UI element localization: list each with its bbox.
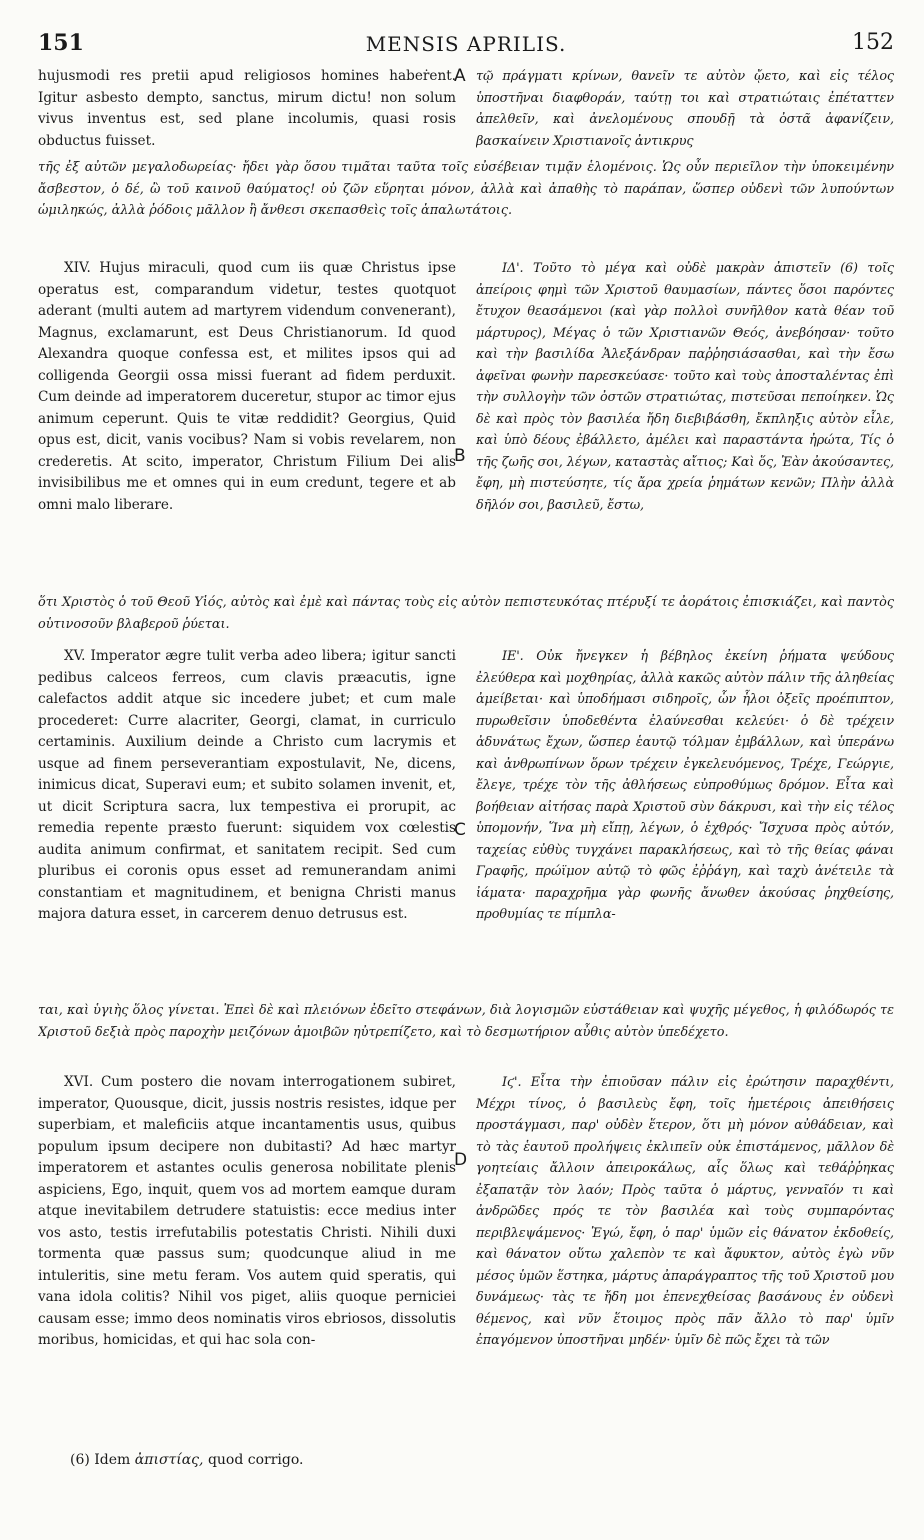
greek-paragraph: ΙΕ'. Οὐκ ἤνεγκεν ἡ βέβηλος ἐκείνη ῥήματα ψεύδους ἐλεύθερα καὶ μοχθηρίας, ἀλλὰ κακῶς αὐτὸν πάλιν τῆς ἀληθείας ἀμείβεται· καὶ ὑποδήμασι σιδηροῖς, ὧν ἧλοι ὀξεῖς προέπιπτον, πυρωθεῖσιν ὑποδεθέντα ἐλαύνεσθαι κελεύει· ὁ δὲ τρέχειν ἀδυνάτως ἔχων, ὥσπερ ἑαυτῷ τόλμαν ἐμβάλλων, καὶ ὑπεράνω καὶ ἀνθρωπίνων ὅρων τρέχειν ἐγκελευόμενος, Τρέχε, Γεώργιε, ἔλεγε, τρέχε τὸν τῆς ἀθλήσεως εὐπροθύμως δρόμον. Εἶτα καὶ βοήθειαν αἰτήσας παρὰ Χριστοῦ σὺν δάκρυσι, καὶ τὴν εἰς τέλος ὑπομονήν, Ἵνα μὴ εἴπῃ, λέγων, ὁ ἐχθρός· Ἴσχυσα πρὸς αὐτόν, ταχείας εὐθὺς τυγχάνει παρακλήσεως, καὶ τὸ τῆς θείας φάναι Γραφῆς, πρώϊμον αὐτῷ τὸ φῶς ἐῤῥάγη, καὶ ταχὺ ἀνέτειλε τὰ ἰάματα· παραχρῆμα γὰρ φωνῆς ἄνωθεν ἀκούσας ῥηχθείσης, προθυμίας τε πίμπλα- [476, 649, 894, 922]
footnote-label: (6) Idem [70, 1452, 131, 1468]
greek-text-a [476, 66, 894, 154]
greek-paragraph: τῆς ἐξ αὐτῶν μεγαλοδωρείας· ἤδει γὰρ ὅσου τιμᾶται ταῦτα τοῖς εὐσέβειαν τιμᾷν ἑλομένοις. Ὡς οὖν περιεῖλον τὴν ὑποκειμένην ἄσβεστον, ὁ δέ, ὢ τοῦ καινοῦ θαύματος! οὐ ζῶν εὕρηται μόνον, ἀλλὰ καὶ ἀπαθὴς τὸ παράπαν, ὥσπερ οὐδενὶ τῶν λυπούντων ὡμιληκώς, ἀλλὰ ῥόδοις μᾶλλον ἢ ἄνθεσι σκεπασθεὶς τοῖς ἁπαλωτάτοις. [38, 160, 894, 218]
latin-text-c [38, 646, 456, 994]
latin-paragraph: hujusmodi res pretii apud religiosos homines habeṙent. Igitur asbesto dempto, sanctus, mirum dictu! non solum vivus inventus est, sed plane incolumis, quasi rosis obductus fuisset. [38, 68, 456, 149]
footnote-greek-word: ἀπιστίας, [134, 1452, 204, 1468]
running-title: MENSIS APRILIS. [365, 32, 567, 56]
section-marker-c: C [454, 820, 466, 840]
greek-paragraph: τῷ πράγματι κρίνων, θανεῖν τε αὐτὸν ᾤετο, καὶ εἰς τέλος ὑποστῆναι διαφθοράν, ταύτῃ τοι καὶ στρατιώταις ἐπέταττεν ἀπελθεῖν, καὶ ἀνελομένους σπουδῇ τὰ ὀστᾶ ἀφανίζειν, βασκαίνειν Χριστιανοῖς ἀντικρυς [476, 69, 894, 149]
latin-text-d [38, 1072, 456, 1440]
page-number-left: 151 [38, 30, 84, 56]
latin-text-a [38, 66, 456, 154]
section-marker-a: A [454, 66, 466, 86]
page-number-right: 152 [852, 30, 894, 55]
footnote [70, 1452, 303, 1468]
latin-paragraph: XIV. Hujus miraculi, quod cum iis quæ Christus ipse operatus est, comparandum videtur, testes quotquot aderant (multi autem ad martyrem videndum convenerant), Magnus, exclamarunt, est Deus Christianorum. Id quod Alexandra quoque confessa est, et milites ipsos qui ad colligenda Georgii ossa missi fuerant ad fidem perduxit. Cum deinde ad imperatorem duceretur, stupor ac timor ejus animum ceperunt. Quis te vitæ reddidit? Georgius, Quid opus est, dicit, vanis vocibus? Nam si vobis revelarem, non crederetis. At scito, imperator, Christum Filium Dei alis invisibilibus me et omnes qui in eum credunt, tegere et ab omni malo liberare. [38, 260, 456, 513]
page-header [38, 30, 894, 62]
latin-paragraph: XV. Imperator ægre tulit verba adeo libera; igitur sancti pedibus calceos ferreos, cum clavis præacutis, igne calefactos addit atque sic incedere jubet; et cum male procederet: Curre alacriter, Georgi, clamat, in curriculo certaminis. Auxilium deinde a Christo cum lacrymis et usque ad finem perseverantiam expostulavit, Ne, dicens, inimicus dicat, Superavi eum; et subito solamen invenit, et, ut dicit Scriptura sacra, lux tempestiva ei prorupit, ac remedia repente præsto fuerunt: siquidem vox cœlestis audita animum confirmat, et sanitatem recipit. Sed cum pluribus ei coronis opus esset ad remunerandam animi constantiam et magnitudinem, et benigna Christi manus majora datura esset, in carcerem denuo detrusus est. [38, 648, 456, 922]
greek-text-d [476, 1072, 894, 1440]
greek-spanning-text-3 [38, 1000, 894, 1066]
section-marker-d: D [454, 1150, 468, 1170]
greek-paragraph: ΙΔ'. Τοῦτο τὸ μέγα καὶ οὐδὲ μακρὰν ἀπιστεῖν (6) τοῖς ἀπείροις φημὶ τῶν Χριστοῦ θαυμασίων, πάντες ὅσοι παρόντες ἔτυχον θεασάμενοι (καὶ γὰρ πολλοὶ συνῆλθον κατὰ θέαν τοῦ μάρτυρος), Μέγας ὁ τῶν Χριστιανῶν Θεός, ἀνεβόησαν· τοῦτο καὶ τὴν βασιλίδα Ἀλεξάνδραν παῤῥησιάσασθαι, καὶ τὴν ἔσω ἀφεῖναι φωνὴν παρεσκεύασε· τοῦτο καὶ τοὺς ἀποσταλέντας ἐπὶ τὴν συλλογὴν τῶν ὀστῶν στρατιώτας, πιστεῦσαι πεποίηκεν. Ὡς δὲ καὶ πρὸς τὸν βασιλέα ἤδη διεβιβάσθη, ἔκπληξις αὐτὸν εἷλε, καὶ ὑπὸ δέους ἐβάλλετο, ἀμέλει καὶ παραστάντα ἠρώτα, Τίς ὁ τῆς ζωῆς σοι, λέγων, καταστὰς αἴτιος; Καὶ ὅς, Ἐὰν ἀκούσαντες, ἔφη, μὴ πιστεύσητε, τίς ἄρα χρεία ῥημάτων κενῶν; Πλὴν ἀλλὰ δῆλόν σοι, βασιλεῦ, ἔστω, [476, 261, 894, 513]
greek-spanning-text-2 [38, 592, 894, 636]
greek-spanning-text-1 [38, 157, 894, 245]
greek-text-c [476, 646, 894, 994]
latin-paragraph: XVI. Cum postero die novam interrogationem subiret, imperator, Quousque, dicit, jussis nostris resistes, idque per superbiam, et maleficiis atque incantamentis usus, quibus populum ipsum decipere non dubitasti? Ad hæc martyr imperatorem et astantes oculis generosa nobilitate plenis aspiciens, Ego, inquit, quem vos ad mortem eamque duram atque inevitabilem detrudere statuistis: ecce medius inter vos asto, testis irrefutabilis potestatis Christi. Nihili duxi tormenta quæ passus sum; quodcunque aliud in me intuleritis, sine metu feram. Vos autem quid speratis, qui vana idola colitis? Nihil vos piget, aliis quoque perniciei causam esse; immo deos nominatis viros ebriosos, dissolutis moribus, homicidas, et qui hac sola con- [38, 1074, 456, 1348]
greek-paragraph: Ιϛ'. Εἶτα τὴν ἐπιοῦσαν πάλιν εἰς ἐρώτησιν παραχθέντι, Μέχρι τίνος, ὁ βασιλεὺς ἔφη, τοῖς ἡμετέροις ἀπειθήσεις προστάγμασι, παρ' οὐδὲν ἕτερον, ὅτι μὴ μόνον αὐθάδειαν, καὶ τὸ τὰς ἑαυτοῦ προλήψεις ἐκλιπεῖν οὐκ ἐπιστάμενος, μᾶλλον δὲ γοητείαις ἄλλοιν ἀπειροκάλως, αἷς ὅλως καὶ τεθάῤῥηκας ἐξαπατᾷν τὸν λαόν; Πρὸς ταῦτα ὁ μάρτυς, γενναῖόν τι καὶ ἀνδρῶδες πρός τε τὸν βασιλέα καὶ τοὺς συμπαρόντας περιβλεψάμενος· Ἐγώ, ἔφη, ὁ παρ' ὑμῶν εἰς θάνατον ἐκδοθείς, καὶ θάνατον οὕτω χαλεπὸν τε καὶ ἄφυκτον, αὐτὸς ἐγὼ νῦν μέσος ὑμῶν ἕστηκα, μάρτυς ἀπαράγραπτος τῆς τοῦ Χριστοῦ μου δυνάμεως· τὰς τε ἤδη μοι ἐπενεχθείσας βασάνους ἐν οὐδενὶ θέμενος, καὶ νῦν ἕτοιμος πρὸς πᾶν ἄλλο τὸ παρ' ὑμῖν ἐπαγόμενον ὑποστῆναι μηδέν· ὑμῖν δὲ πῶς ἔχει τὰ τῶν [476, 1075, 894, 1348]
greek-paragraph: ται, καὶ ὑγιὴς ὅλος γίνεται. Ἐπεὶ δὲ καὶ πλειόνων ἐδεῖτο στεφάνων, διὰ λογισμῶν εὐστάθειαν καὶ ψυχῆς μέγεθος, ἡ φιλόδωρός τε Χριστοῦ δεξιὰ πρὸς παροχὴν μειζόνων ἀμοιβῶν ηὐτρεπίζετο, καὶ τὸ δεσμωτήριον αὖθις αὐτὸν ὑπεδέχετο. [38, 1003, 894, 1040]
greek-paragraph: ὅτι Χριστὸς ὁ τοῦ Θεοῦ Υἱός, αὐτὸς καὶ ἐμὲ καὶ πάντας τοὺς εἰς αὐτὸν πεπιστευκότας πτέρυξί τε ἀοράτοις ἐπισκιάζει, καὶ παντὸς οὑτινοσοῦν βλαβεροῦ ῥύεται. [38, 595, 894, 632]
greek-text-b [476, 258, 894, 586]
footnote-text: quod corrigo. [207, 1452, 304, 1468]
section-marker-b: B [454, 446, 466, 466]
latin-text-b [38, 258, 456, 586]
